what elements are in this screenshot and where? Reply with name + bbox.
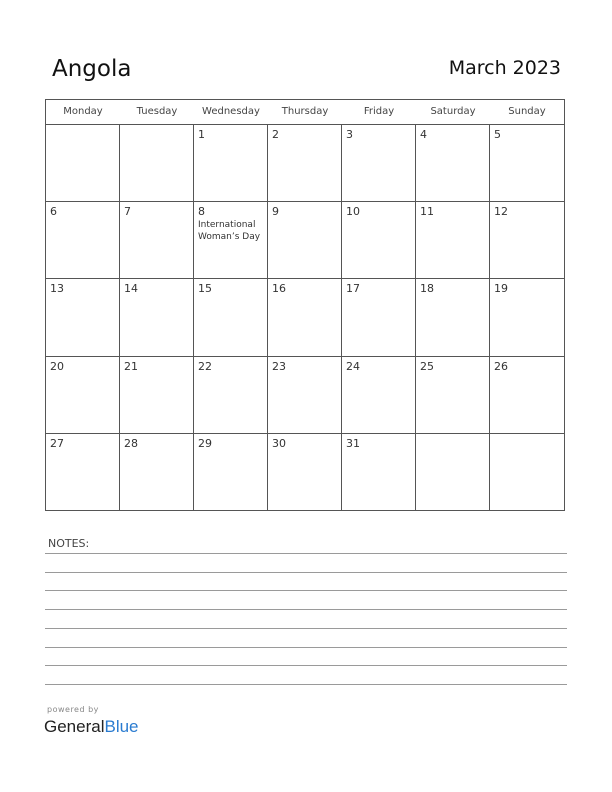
day-number: 11 bbox=[420, 205, 434, 219]
day-number: 22 bbox=[198, 359, 212, 373]
note-line bbox=[45, 628, 567, 629]
calendar-day-cell bbox=[120, 434, 194, 511]
note-line bbox=[45, 665, 567, 666]
day-number: 27 bbox=[50, 436, 64, 450]
calendar-day-cell bbox=[46, 202, 120, 279]
calendar-day-cell bbox=[416, 202, 490, 279]
day-number: 18 bbox=[420, 282, 434, 296]
day-number: 8 bbox=[198, 205, 205, 219]
calendar-day-cell bbox=[416, 357, 490, 434]
notes-label: NOTES: bbox=[48, 537, 90, 550]
note-line bbox=[45, 609, 567, 610]
calendar-day-cell bbox=[490, 125, 564, 202]
calendar-day-cell bbox=[46, 357, 120, 434]
calendar-day-cell bbox=[268, 434, 342, 511]
day-number: 14 bbox=[124, 282, 138, 296]
calendar-day-cell bbox=[490, 434, 564, 511]
brand-blue: Blue bbox=[104, 717, 139, 736]
calendar-day-cell bbox=[268, 125, 342, 202]
day-number: 5 bbox=[494, 128, 501, 141]
day-number: 20 bbox=[50, 359, 64, 373]
day-number: 31 bbox=[346, 436, 360, 450]
calendar-day-cell bbox=[342, 202, 416, 279]
weekday-monday: Monday bbox=[63, 106, 103, 117]
day-number: 4 bbox=[420, 128, 427, 141]
weekday-tuesday: Tuesday bbox=[136, 106, 178, 117]
holiday-label: International Woman’s Day bbox=[198, 220, 261, 243]
calendar-day-cell bbox=[268, 279, 342, 356]
calendar-day-cell bbox=[46, 279, 120, 356]
day-number: 7 bbox=[124, 205, 131, 219]
day-number: 12 bbox=[494, 205, 508, 219]
generalblue-logo bbox=[44, 716, 139, 738]
calendar-day-cell bbox=[490, 357, 564, 434]
calendar-day-cell bbox=[194, 357, 268, 434]
day-number: 15 bbox=[198, 282, 212, 296]
calendar-day-cell bbox=[194, 125, 268, 202]
calendar-grid bbox=[45, 99, 565, 511]
weekday-header-row bbox=[46, 100, 564, 125]
day-number: 2 bbox=[272, 128, 279, 141]
day-number: 29 bbox=[198, 436, 212, 450]
day-number: 25 bbox=[420, 359, 434, 373]
weekday-sunday: Sunday bbox=[508, 106, 546, 117]
weekday-wednesday: Wednesday bbox=[202, 106, 260, 117]
note-line bbox=[45, 647, 567, 648]
powered-by-text: powered by bbox=[47, 705, 99, 714]
day-number: 9 bbox=[272, 205, 279, 219]
brand-general: General bbox=[44, 717, 105, 736]
calendar-day-cell bbox=[342, 357, 416, 434]
day-number: 21 bbox=[124, 359, 138, 373]
calendar-day-cell bbox=[416, 434, 490, 511]
calendar-body bbox=[46, 125, 564, 511]
day-number: 16 bbox=[272, 282, 286, 296]
weekday-friday: Friday bbox=[363, 106, 395, 117]
day-number: 30 bbox=[272, 436, 286, 450]
calendar-day-cell bbox=[342, 279, 416, 356]
day-number: 17 bbox=[346, 282, 360, 296]
note-line bbox=[45, 684, 567, 685]
day-number: 23 bbox=[272, 359, 286, 373]
calendar-day-cell bbox=[342, 434, 416, 511]
day-number: 24 bbox=[346, 359, 360, 373]
calendar-day-cell bbox=[120, 357, 194, 434]
calendar-day-cell bbox=[194, 279, 268, 356]
calendar-day-cell bbox=[194, 202, 268, 279]
calendar-day-cell bbox=[416, 125, 490, 202]
calendar-day-cell bbox=[268, 202, 342, 279]
weekday-saturday: Saturday bbox=[430, 106, 476, 117]
day-number: 19 bbox=[494, 282, 508, 296]
calendar-day-cell bbox=[120, 202, 194, 279]
country-title: Angola bbox=[52, 56, 132, 82]
calendar-day-cell bbox=[416, 279, 490, 356]
day-number: 26 bbox=[494, 359, 508, 373]
day-number: 13 bbox=[50, 282, 64, 296]
calendar-day-cell bbox=[490, 279, 564, 356]
calendar-day-cell bbox=[194, 434, 268, 511]
calendar-day-cell bbox=[46, 434, 120, 511]
day-number: 10 bbox=[346, 205, 360, 219]
day-number: 28 bbox=[124, 436, 138, 450]
calendar-day-cell bbox=[490, 202, 564, 279]
note-line bbox=[45, 590, 567, 591]
weekday-thursday: Thursday bbox=[281, 106, 329, 117]
day-number: 3 bbox=[346, 128, 353, 141]
note-line bbox=[45, 572, 567, 573]
day-number: 1 bbox=[198, 128, 205, 141]
calendar-day-cell bbox=[342, 125, 416, 202]
calendar-day-cell bbox=[120, 279, 194, 356]
month-title: March 2023 bbox=[448, 57, 561, 79]
calendar-day-cell bbox=[268, 357, 342, 434]
note-line bbox=[45, 553, 567, 554]
day-number: 6 bbox=[50, 205, 57, 219]
calendar-day-cell bbox=[120, 125, 194, 202]
calendar-day-cell bbox=[46, 125, 120, 202]
